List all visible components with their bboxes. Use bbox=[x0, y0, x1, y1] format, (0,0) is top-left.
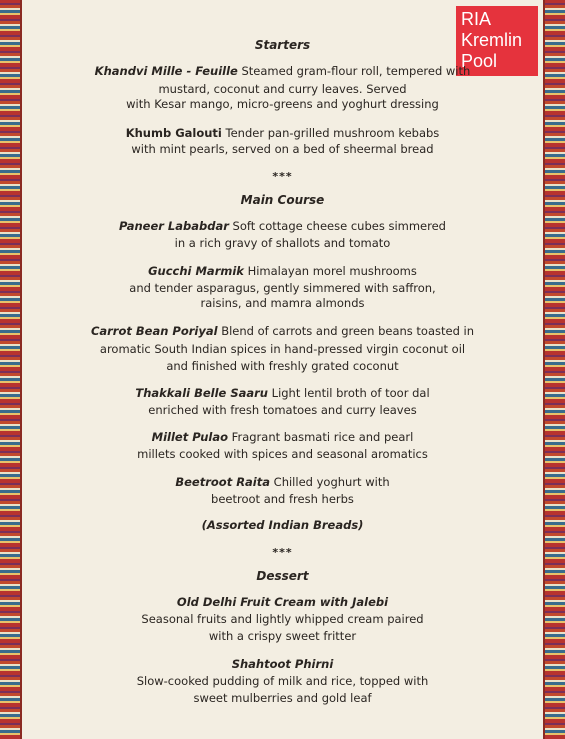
dish-description: Slow-cooked pudding of milk and rice, topped with bbox=[136, 674, 429, 688]
dish-khandvi bbox=[60, 62, 505, 80]
logo-line: RIA bbox=[461, 9, 492, 29]
dish-beetroot-raita bbox=[60, 473, 505, 491]
dish-description: and tender asparagus, gently simmered with saffron, bbox=[129, 281, 436, 295]
dish-shahtoot-phirni: Shahtoot Phirni bbox=[231, 657, 334, 671]
dish-description: and finished with freshly grated coconut bbox=[166, 359, 399, 373]
dish-description: mustard, coconut and curry leaves. Served bbox=[158, 82, 407, 96]
dish-description: raisins, and mamra almonds bbox=[200, 296, 365, 310]
dish-name: Thakkali Belle Saaru bbox=[135, 386, 268, 400]
dish-description: in a rich gravy of shallots and tomato bbox=[174, 236, 391, 250]
dish-name: Carrot Bean Poriyal bbox=[90, 324, 218, 338]
dish-description: Tender pan-grilled mushroom kebabs bbox=[221, 126, 440, 140]
dish-name: Beetroot Raita bbox=[175, 475, 271, 489]
dish-paneer bbox=[60, 217, 505, 235]
dish-name: Paneer Lababdar bbox=[119, 219, 229, 233]
dish-description: Light lentil broth of toor dal bbox=[268, 386, 430, 400]
dish-description: with a crispy sweet fritter bbox=[208, 629, 357, 643]
section-heading-dessert: Dessert bbox=[256, 569, 309, 583]
logo-line: Kremlin bbox=[461, 30, 523, 50]
dish-description: sweet mulberries and gold leaf bbox=[193, 691, 372, 705]
section-heading-main-course: Main Course bbox=[240, 193, 325, 207]
separator: *** bbox=[272, 170, 293, 183]
dish-description: Fragrant basmati rice and pearl bbox=[228, 430, 414, 444]
logo-line: Pool bbox=[461, 51, 498, 71]
dish-description: enriched with fresh tomatoes and curry leaves bbox=[148, 403, 417, 417]
dish-description: with Kesar mango, micro-greens and yoghurt dressing bbox=[126, 97, 439, 111]
dish-description: Blend of carrots and green beans toasted in bbox=[217, 324, 475, 338]
dish-millet-pulao bbox=[60, 428, 505, 446]
section-heading-starters: Starters bbox=[254, 38, 311, 52]
dish-description: beetroot and fresh herbs bbox=[211, 492, 354, 506]
dish-name: Khandvi Mille - Feuille bbox=[94, 64, 238, 78]
dish-description: Steamed gram-flour roll, tempered with bbox=[237, 64, 471, 78]
dish-gucchi bbox=[60, 262, 505, 280]
dish-description: with mint pearls, served on a bed of sheermal bread bbox=[131, 142, 434, 156]
dish-carrot-bean bbox=[60, 322, 505, 340]
dish-description: Chilled yoghurt with bbox=[270, 475, 390, 489]
decorative-border-left bbox=[0, 0, 22, 739]
dish-description: aromatic South Indian spices in hand-pressed virgin coconut oil bbox=[99, 342, 466, 356]
separator: *** bbox=[272, 546, 293, 559]
dish-thakkali bbox=[60, 384, 505, 402]
dish-fruit-cream: Old Delhi Fruit Cream with Jalebi bbox=[176, 595, 389, 609]
dish-name: Gucchi Marmik bbox=[148, 264, 244, 278]
dish-name: Millet Pulao bbox=[151, 430, 229, 444]
dish-description: Himalayan morel mushrooms bbox=[243, 264, 417, 278]
dish-description: Soft cottage cheese cubes simmered bbox=[228, 219, 446, 233]
dish-description: Seasonal fruits and lightly whipped cream paired bbox=[141, 612, 424, 626]
dish-description: millets cooked with spices and seasonal aromatics bbox=[137, 447, 428, 461]
assorted-breads: (Assorted Indian Breads) bbox=[201, 518, 364, 532]
dish-name: Khumb Galouti bbox=[125, 126, 222, 140]
decorative-border-right bbox=[543, 0, 565, 739]
